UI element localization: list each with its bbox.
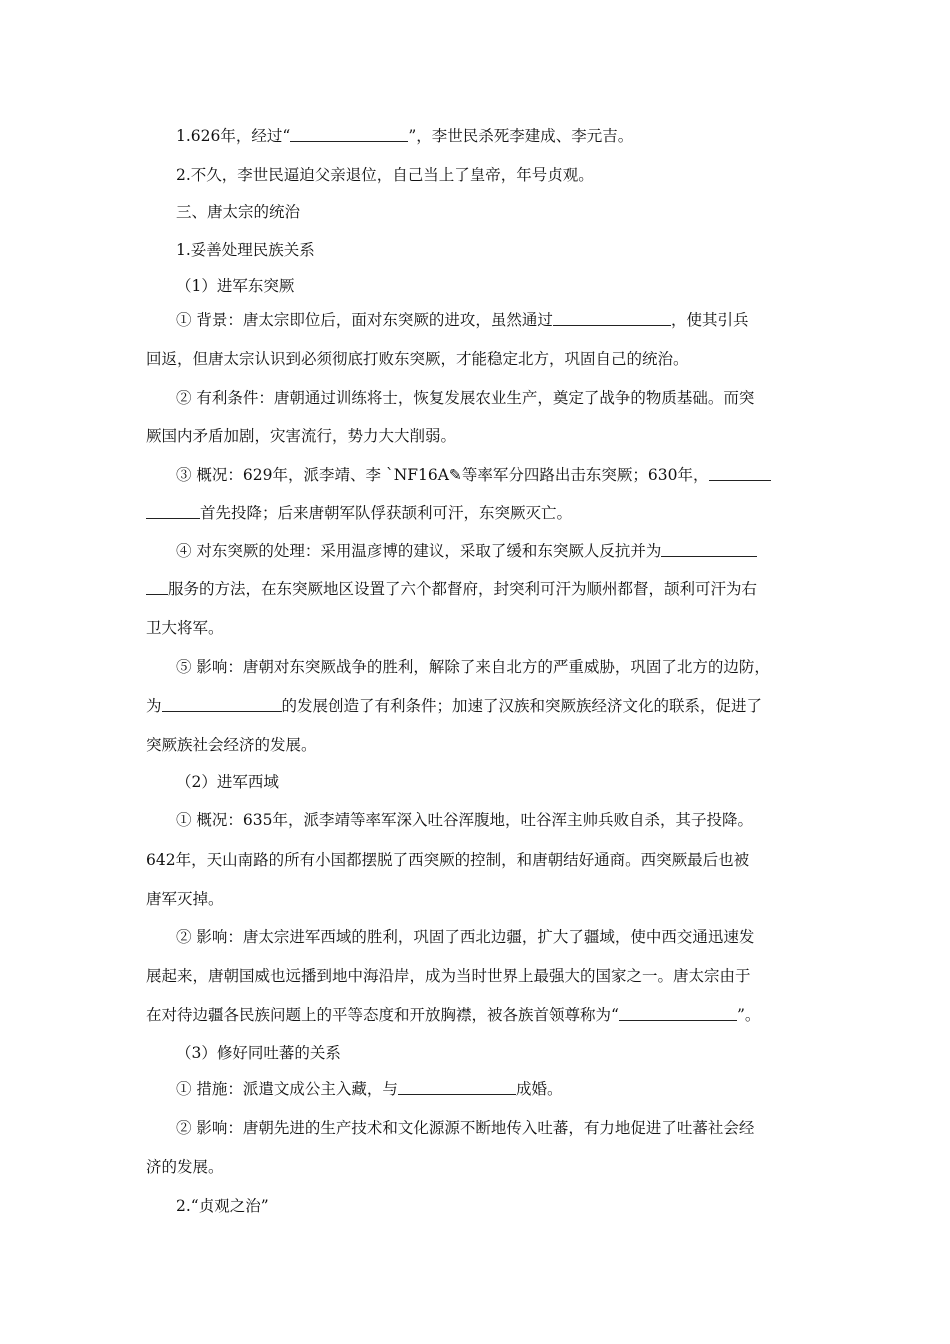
paragraph: 唐军灭掉。: [146, 890, 224, 908]
subsection-heading: （1）进军东突厥: [176, 277, 295, 295]
paragraph: [146, 1005, 760, 1025]
line-text: ”。: [736, 1006, 761, 1024]
paragraph: 2.不久，李世民逼迫父亲退位，自己当上了皇帝，年号贞观。: [176, 166, 594, 184]
line-text: ① 措施：派遣文成公主入藏，与: [176, 1080, 398, 1098]
fill-blank: [146, 580, 168, 595]
paragraph: [176, 541, 757, 561]
line-text: ③ 概况：629年，派李靖、李 `NF16A✎等率军分四路出击东突厥；630年，: [176, 466, 709, 484]
fill-blank: [398, 1080, 516, 1095]
paragraph: ② 影响：唐太宗进军西域的胜利，巩固了西北边疆，扩大了疆域，使中西交通迅速发: [176, 928, 755, 946]
subsection-heading: （3）修好同吐蕃的关系: [176, 1044, 341, 1062]
line-text: 1.626年，经过“: [176, 127, 291, 145]
fill-blank: [162, 697, 282, 712]
subsection-heading: 1.妥善处理民族关系: [176, 241, 315, 259]
paragraph: 卫大将军。: [146, 619, 224, 637]
paragraph: 突厥族社会经济的发展。: [146, 736, 317, 754]
paragraph: 展起来，唐朝国威也远播到地中海沿岸，成为当时世界上最强大的国家之一。唐太宗由于: [146, 967, 751, 985]
paragraph: [176, 1079, 562, 1099]
paragraph: 回返，但唐太宗认识到必须彻底打败东突厥，才能稳定北方，巩固自己的统治。: [146, 350, 689, 368]
paragraph: [176, 465, 771, 485]
paragraph: ② 有利条件：唐朝通过训练将士，恢复发展农业生产，奠定了战争的物质基础。而突: [176, 389, 755, 407]
line-text: 成婚。: [515, 1080, 563, 1098]
line-text: 在对待边疆各民族问题上的平等态度和开放胸襟，被各族首领尊称为“: [146, 1006, 619, 1024]
subsection-heading: 2.“贞观之治”: [176, 1197, 269, 1215]
subsection-heading: （2）进军西域: [176, 773, 279, 791]
line-text: ① 背景：唐太宗即位后，面对东突厥的进攻，虽然通过: [176, 311, 553, 329]
fill-blank: [709, 466, 771, 481]
fill-blank: [290, 127, 408, 142]
paragraph: [146, 696, 762, 716]
paragraph: ② 影响：唐朝先进的生产技术和文化源源不断地传入吐蕃，有力地促进了吐蕃社会经: [176, 1119, 755, 1137]
paragraph: ① 概况：635年，派李靖等率军深入吐谷浑腹地，吐谷浑主帅兵败自杀，其子投降。: [176, 811, 754, 829]
fill-blank: [661, 542, 757, 557]
line-text: ”，李世民杀死李建成、李元吉。: [408, 127, 634, 145]
section-heading: 三、唐太宗的统治: [176, 203, 301, 221]
paragraph: [146, 579, 757, 599]
paragraph: [146, 503, 572, 523]
line-text: ，使其引兵: [670, 311, 749, 329]
line-text: ④ 对东突厥的处理：采用温彦博的建议，采取了缓和东突厥人反抗并为: [176, 542, 662, 560]
paragraph: 642年，天山南路的所有小国都摆脱了西突厥的控制，和唐朝结好通商。西突厥最后也被: [146, 851, 750, 869]
line-text: 服务的方法，在东突厥地区设置了六个都督府，封突利可汗为顺州都督，颉利可汗为右: [168, 580, 758, 598]
fill-blank: [619, 1006, 737, 1021]
fill-blank: [146, 504, 200, 519]
paragraph: 济的发展。: [146, 1158, 224, 1176]
paragraph: [176, 126, 633, 146]
line-text: 为: [146, 697, 162, 715]
paragraph: [176, 310, 748, 330]
paragraph: 厥国内矛盾加剧，灾害流行，势力大大削弱。: [146, 427, 457, 445]
fill-blank: [553, 311, 671, 326]
line-text: 的发展创造了有利条件；加速了汉族和突厥族经济文化的联系，促进了: [281, 697, 763, 715]
paragraph: ⑤ 影响：唐朝对东突厥战争的胜利，解除了来自北方的严重威胁，巩固了北方的边防，: [176, 658, 770, 676]
line-text: 首先投降；后来唐朝军队俘获颉利可汗，东突厥灭亡。: [200, 504, 573, 522]
